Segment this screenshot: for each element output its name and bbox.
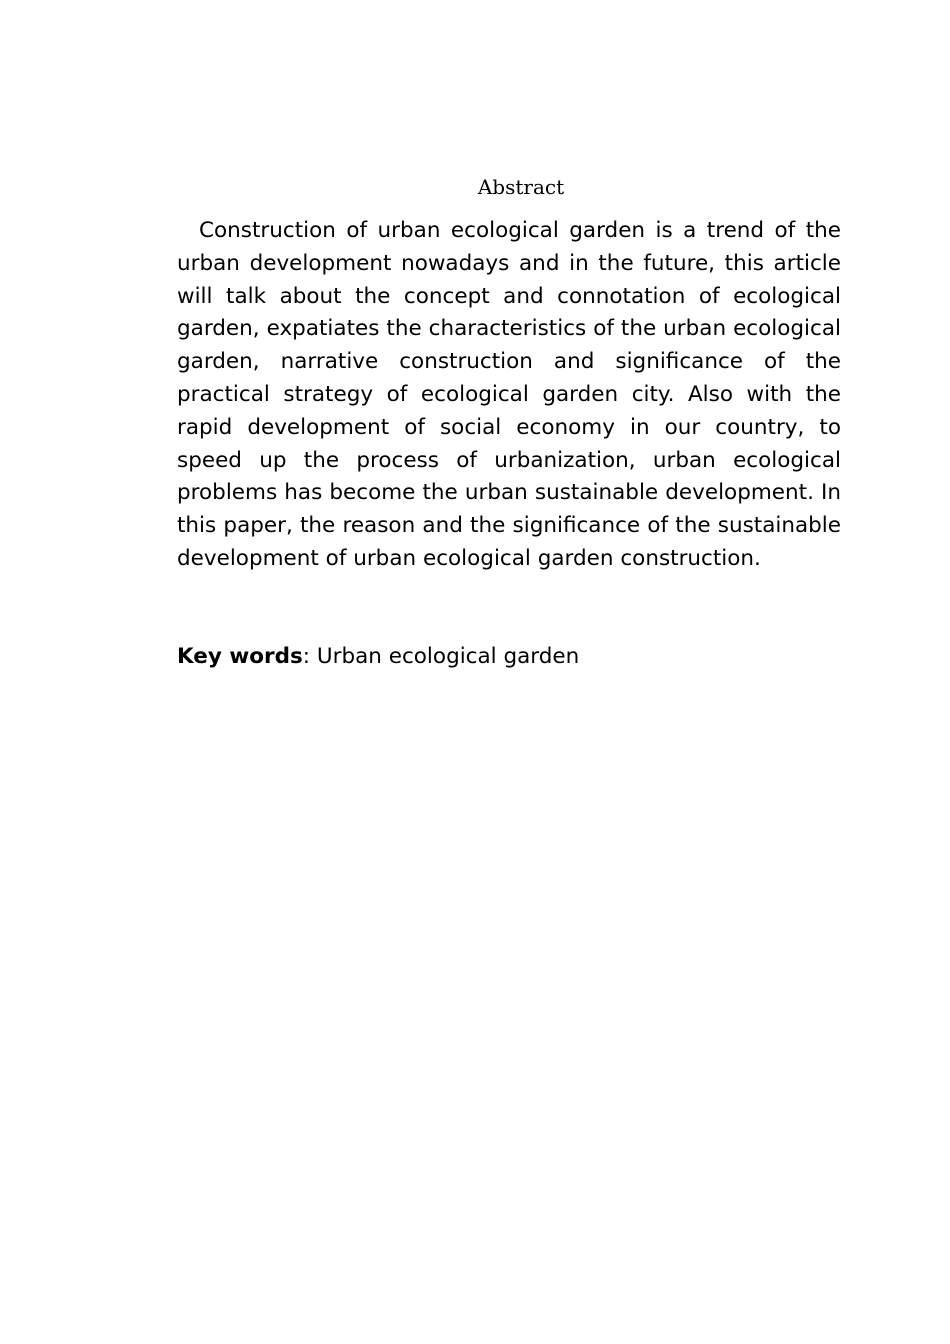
keywords-separator: : [302,644,317,669]
keywords-value: Urban ecological garden [316,644,580,669]
abstract-heading: Abstract [477,175,565,199]
keywords-label: Key words [177,644,303,669]
keywords-line [177,641,841,674]
abstract-body-paragraph: Construction of urban ecological garden is a trend of the urban development nowadays and in the future, this article will talk about the concept and connotation of ecological garden, expatiates the characteristics of the urban ecological garden, narrative construction and significance of the practical strategy of ecological garden city. Also with the rapid development of social economy in our country, to speed up the process of urbanization, urban ecological problems has become the urban sustainable development. In this paper, the reason and the significance of the sustainable development of urban ecological garden construction. [177,218,841,571]
